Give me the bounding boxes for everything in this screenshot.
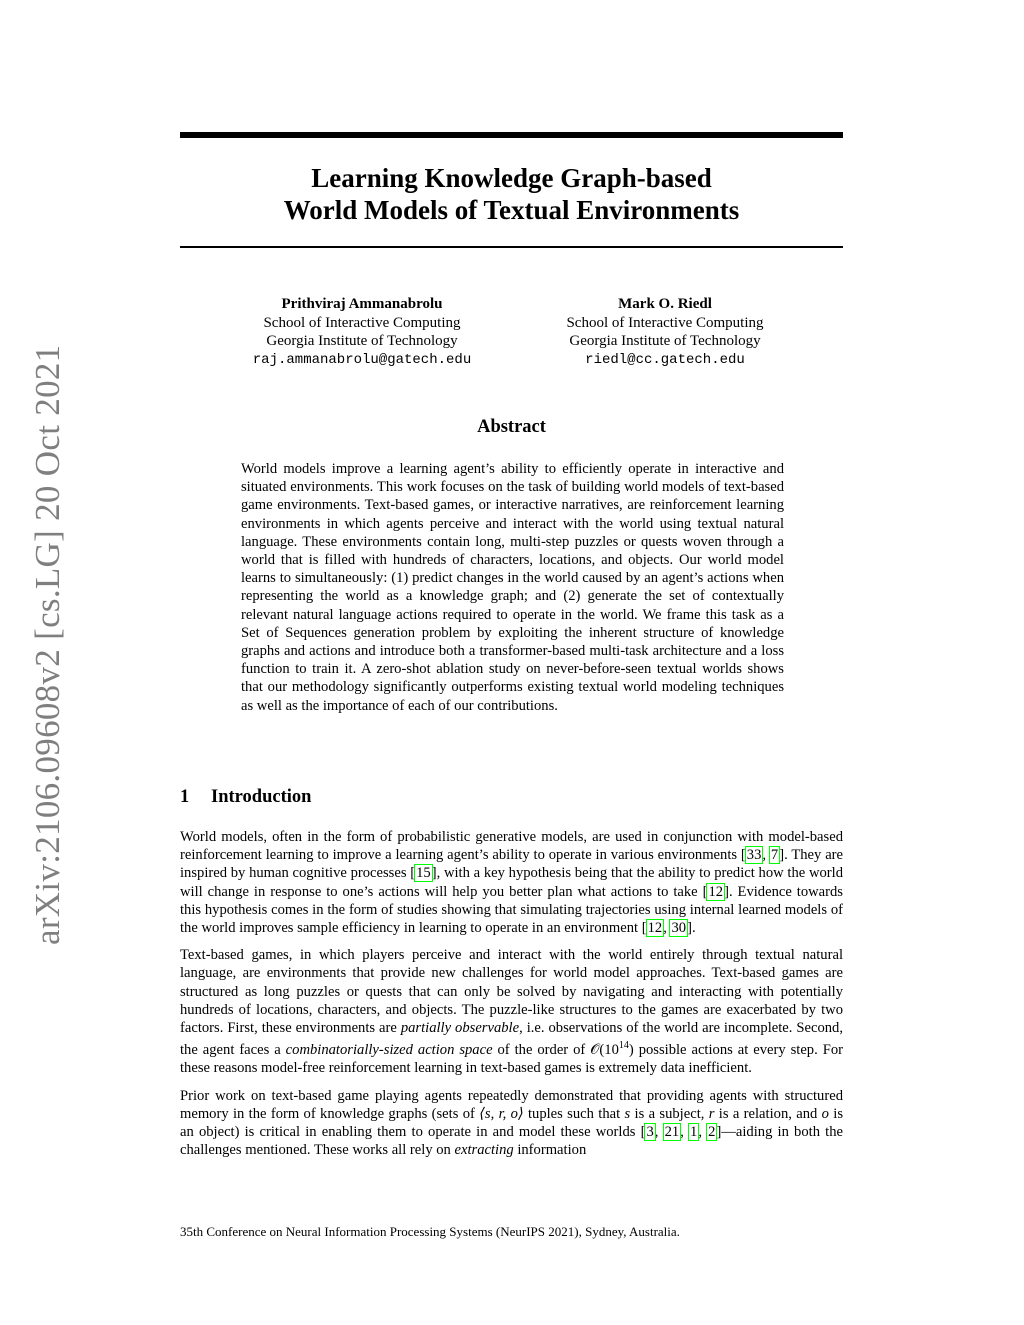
author-email[interactable]: raj.ammanabrolu@gatech.edu [252,351,472,368]
author-block-1 [212,295,512,369]
abstract-text: World models improve a learning agent’s ability to efficiently operate in interactive and situated environments. This work focuses on the task of building world models of text-based game environments. Text-based games, or interactive narratives, are reinforcement learning environments in which agents perceive and interact with the world using textual natural language. These environments contain long, multi-step puzzles or quests woven through a world that is filled with hundreds of characters, locations, and objects. Our world model learns to simultaneously: (1) predict changes in the world caused by an agent’s actions when representing the world as a knowledge graph; and (2) generate the set of contextually relevant natural language actions required to operate in the world. We frame this task as a Set of Sequences generation problem by exploiting the inherent structure of knowledge graphs and actions and introduce both a transformer-based multi-task architecture and a loss function to train it. A zero-shot ablation study on never-before-seen textual worlds shows that our methodology significantly outperforms existing textual world modeling techniques as well as the importance of each of our contributions. [241,461,784,714]
text-run: , [698,1123,708,1140]
citation-link[interactable]: 7 [770,847,779,864]
text-run: , i.e. observations of the world are incomplete. Second, the agent faces a [180,1020,843,1059]
math-variable: r [708,1105,715,1122]
text-run: ]—aiding in both the challenges mentioned. These works all rely on [180,1123,844,1159]
emphasis: partially observable [400,1020,520,1037]
author-institution: Georgia Institute of Technology [266,333,458,349]
text-run: is a relation, and [714,1105,822,1122]
author-affiliation: School of Interactive Computing [263,314,461,331]
citation-link[interactable]: 33 [746,847,762,864]
title-line-1: Learning Knowledge Graph-based [311,163,712,193]
section-number: 1 [180,787,190,807]
title-line-2: World Models of Textual Environments [283,195,740,225]
math-exponent: 14 [618,1040,629,1052]
text-run: tuples such that [523,1105,625,1122]
title-bottom-rule [180,246,843,248]
text-run: ]. [687,920,696,937]
text-run: , [663,920,671,937]
math-tuple: ⟨s, r, o⟩ [479,1105,524,1122]
paragraph-1 [180,828,843,937]
paragraph-2 [180,946,843,1077]
text-run: , [680,1123,690,1140]
text-run: ], with a key hypothesis being that the ability to predict how the world will change in response to one’s actions will help you better plan what actions to take [ [180,865,843,900]
citation-link[interactable]: 15 [416,865,431,882]
text-run: ]. Evidence towards this hypothesis comes in the form of studies showing that simulating trajectories using internal learned models of the world improves sample efficiency in learning to operate in an environment [ [180,883,843,937]
text-run: possible actions at every step. For these reasons model-free reinforcement learning in text-based games is extremely data inefficient. [180,1042,843,1077]
author-name: Mark O. Riedl [618,296,712,312]
author-block-2 [515,295,815,369]
paper-title [180,162,843,226]
citation-link[interactable]: 1 [690,1123,698,1140]
math-run: 𝒪(10 [590,1042,619,1059]
author-institution: Georgia Institute of Technology [569,333,761,349]
emphasis: combinatorially-sized action space [285,1042,493,1059]
text-run: information [513,1142,587,1159]
emphasis: extracting [454,1142,514,1159]
citation-link[interactable]: 21 [664,1123,680,1140]
citation-link[interactable]: 12 [647,920,663,937]
text-run: of the order of [492,1042,591,1059]
citation-link[interactable]: 3 [646,1123,654,1140]
text-run: , [654,1123,664,1140]
text-run: Prior work on text-based game playing agents repeatedly demonstrated that providing agents with structured memory in the form of knowledge graphs (sets of [180,1087,843,1122]
section-title: Introduction [211,787,312,807]
citation-link[interactable]: 12 [708,883,724,900]
math-run: ) [628,1042,634,1059]
arxiv-stamp: arXiv:2106.09608v2 [cs.LG] 20 Oct 2021 [28,344,67,945]
citation-link[interactable]: 2 [708,1123,716,1140]
math-variable: s [624,1105,631,1122]
author-email[interactable]: riedl@cc.gatech.edu [585,351,745,368]
author-name: Prithviraj Ammanabrolu [281,296,443,312]
text-run: , [762,847,770,864]
text-run: is a subject, [630,1105,709,1122]
conference-footer: 35th Conference on Neural Information Processing Systems (NeurIPS 2021), Sydney, Australia. [180,1224,680,1239]
math-variable: o [821,1105,829,1122]
text-run: ]. They are inspired by human cognitive processes [ [180,847,844,882]
paragraph-3 [180,1087,843,1160]
text-run: is an object) is critical in enabling them to operate in and model these worlds [ [180,1105,844,1140]
text-run: Text-based games, in which players perceive and interact with the world entirely through textual natural language, are environments that provide new challenges for world model approaches. Text-based games are structured as long puzzles or quests that can only be solved by navigating and interacting with potentially hundreds of locations, characters, and objects. The puzzle-like structures to the games are exacerbated by two factors. First, these environments are [180,947,843,1037]
text-run: World models, often in the form of probabilistic generative models, are used in conjunction with model-based reinforcement learning to improve a learning agent’s ability to operate in various environments [ [180,829,843,864]
author-affiliation: School of Interactive Computing [566,314,764,331]
body-text [180,828,843,1168]
section-heading [180,787,311,808]
title-top-rule [180,132,843,138]
math-complexity [590,1042,634,1058]
citation-link[interactable]: 30 [671,920,687,937]
abstract-heading: Abstract [477,417,546,437]
